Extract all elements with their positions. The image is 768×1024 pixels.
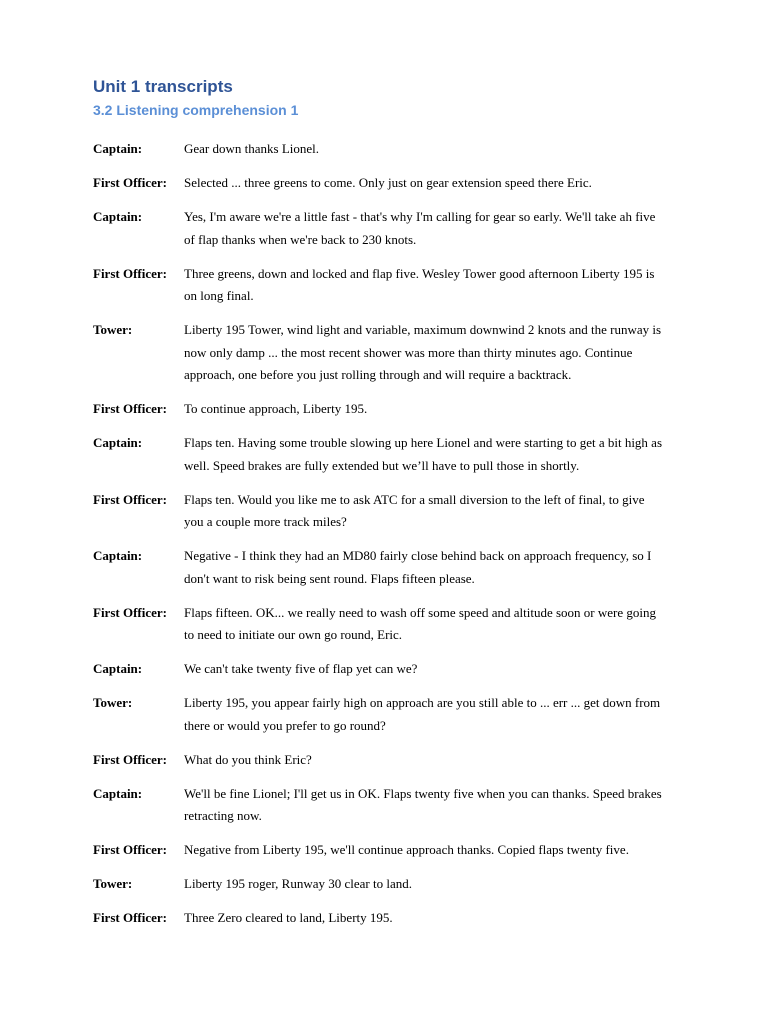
transcript-line xyxy=(93,172,673,195)
utterance-text: Negative - I think they had an MD80 fairly close behind back on approach frequency, so I don't want to risk being sent round. Flaps fifteen please. xyxy=(184,548,652,586)
transcript-line xyxy=(93,692,673,737)
utterance-text: Liberty 195 Tower, wind light and variable, maximum downwind 2 knots and the runway is now only damp ... the most recent shower was more than thirty minutes ago. Continue approach, one before you just rolling through and will require a backtrack. xyxy=(184,322,662,382)
transcript xyxy=(93,138,673,930)
speaker-label: First Officer: xyxy=(93,910,167,925)
speaker-label: First Officer: xyxy=(93,491,167,507)
speaker-label: Captain: xyxy=(93,785,143,801)
transcript-line xyxy=(93,489,673,534)
speaker-label: Captain: xyxy=(93,435,143,450)
utterance-text: Selected ... three greens to come. Only just on gear extension speed there Eric. xyxy=(184,175,592,190)
utterance-text: Flaps ten. Having some trouble slowing up here Lionel and were starting to get a bit high as well. Speed brakes are fully extended but we’ll have to pull those in shortly. xyxy=(184,435,663,473)
speaker-label: Captain: xyxy=(93,209,143,224)
transcript-line xyxy=(93,907,673,930)
document-page xyxy=(93,76,673,941)
transcript-line xyxy=(93,749,673,772)
utterance-text: Liberty 195 roger, Runway 30 clear to land. xyxy=(184,876,412,891)
utterance-text: Yes, I'm aware we're a little fast - that's why I'm calling for gear so early. We'll take ah five of flap thanks when we're back to 230 knots. xyxy=(184,209,656,247)
transcript-line xyxy=(93,873,673,896)
transcript-line xyxy=(93,206,673,251)
transcript-line xyxy=(93,839,673,862)
speaker-label: First Officer: xyxy=(93,175,167,190)
utterance-text: Flaps fifteen. OK... we really need to wash off some speed and altitude soon or were going to need to initiate our own go round, Eric. xyxy=(184,604,656,642)
transcript-line xyxy=(93,545,673,590)
transcript-line xyxy=(93,398,673,421)
speaker-label: Tower: xyxy=(93,695,133,710)
utterance-text: We'll be fine Lionel; I'll get us in OK. Flaps twenty five when you can thanks. Speed brakes retracting now. xyxy=(184,785,662,823)
speaker-label: First Officer: xyxy=(93,401,167,416)
section-heading: 3.2 Listening comprehension 1 xyxy=(93,102,299,118)
page-title: Unit 1 transcripts xyxy=(93,77,233,96)
utterance-text: Three greens, down and locked and flap five. Wesley Tower good afternoon Liberty 195 is on long final. xyxy=(184,265,655,303)
speaker-label: Captain: xyxy=(93,141,143,156)
utterance-text: Liberty 195, you appear fairly high on approach are you still able to ... err ... get down from there or would you prefer to go round? xyxy=(184,695,661,733)
transcript-line xyxy=(93,319,673,387)
speaker-label: Tower: xyxy=(93,322,133,337)
transcript-line xyxy=(93,432,673,477)
utterance-text: What do you think Eric? xyxy=(184,751,312,767)
transcript-line xyxy=(93,138,673,161)
speaker-label: Captain: xyxy=(93,661,143,676)
utterance-text: Gear down thanks Lionel. xyxy=(184,141,320,156)
utterance-text: Negative from Liberty 195, we'll continue approach thanks. Copied flaps twenty five. xyxy=(184,842,629,857)
transcript-line xyxy=(93,658,673,681)
utterance-text: Flaps ten. Would you like me to ask ATC for a small diversion to the left of final, to give you a couple more track miles? xyxy=(184,491,645,529)
transcript-line xyxy=(93,263,673,308)
utterance-text: Three Zero cleared to land, Liberty 195. xyxy=(184,910,393,925)
speaker-label: First Officer: xyxy=(93,265,167,281)
speaker-label: Captain: xyxy=(93,548,143,563)
speaker-label: First Officer: xyxy=(93,604,167,620)
speaker-label: First Officer: xyxy=(93,751,167,767)
utterance-text: We can't take twenty five of flap yet can we? xyxy=(184,661,418,676)
utterance-text: To continue approach, Liberty 195. xyxy=(184,401,368,416)
transcript-line xyxy=(93,783,673,828)
transcript-line xyxy=(93,602,673,647)
speaker-label: Tower: xyxy=(93,876,133,891)
speaker-label: First Officer: xyxy=(93,842,167,857)
